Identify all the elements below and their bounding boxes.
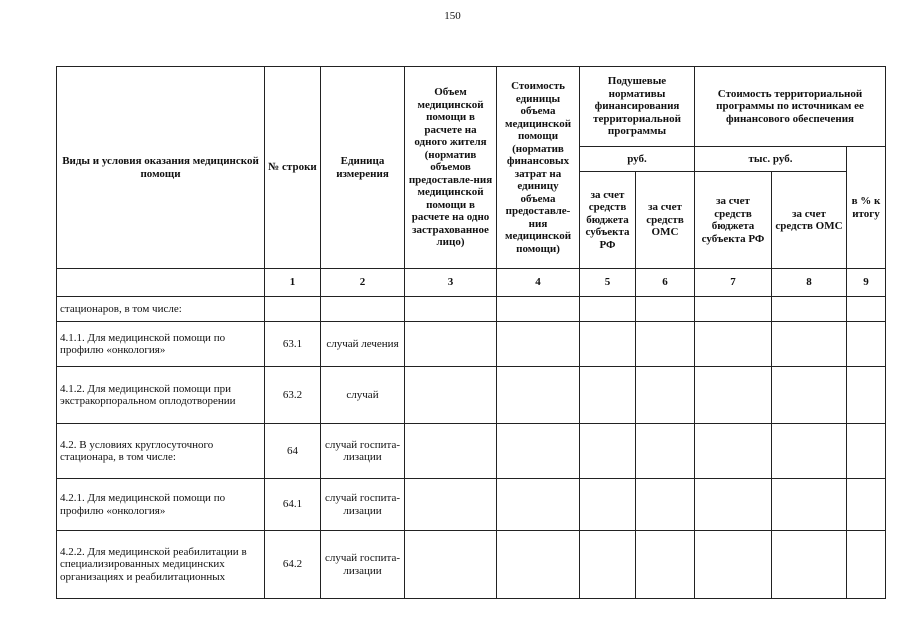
cell-3 bbox=[405, 367, 497, 424]
cell-9 bbox=[847, 424, 886, 479]
header-unit-rub: руб. bbox=[580, 147, 695, 172]
page-number: 150 bbox=[444, 10, 461, 22]
cell-6 bbox=[636, 322, 695, 367]
header-kind: Виды и условия оказания медицинской помощи bbox=[57, 67, 265, 269]
cell-5 bbox=[580, 297, 636, 322]
cell-6 bbox=[636, 367, 695, 424]
column-number: 1 bbox=[265, 269, 321, 297]
cell-9 bbox=[847, 297, 886, 322]
header-oms-6: за счет средств ОМС bbox=[636, 172, 695, 269]
cell-3 bbox=[405, 531, 497, 599]
column-number: 7 bbox=[695, 269, 772, 297]
cell-8 bbox=[772, 322, 847, 367]
column-number: 4 bbox=[497, 269, 580, 297]
header-cost: Стоимость единицы объема медицинской помощи (норматив финансовых затрат на единицу объема предоставле-ния медицинской помощи) bbox=[497, 67, 580, 269]
header-budget-rf-7: за счет средств бюджета субъекта РФ bbox=[695, 172, 772, 269]
cell-5 bbox=[580, 424, 636, 479]
cell-7 bbox=[695, 322, 772, 367]
cell-8 bbox=[772, 297, 847, 322]
table-row bbox=[57, 322, 886, 367]
header-percapita: Подушевые нормативы финансирования территориальной программы bbox=[580, 67, 695, 147]
row-name: 4.2. В условиях круглосуточного стационара, в том числе: bbox=[57, 424, 265, 479]
cell-7 bbox=[695, 367, 772, 424]
header-oms-8: за счет средств ОМС bbox=[772, 172, 847, 269]
cell-6 bbox=[636, 424, 695, 479]
row-code bbox=[265, 297, 321, 322]
row-name: стационаров, в том числе: bbox=[57, 297, 265, 322]
header-row-number: № строки bbox=[265, 67, 321, 269]
row-unit: случай госпита-лизации bbox=[321, 424, 405, 479]
cell-7 bbox=[695, 297, 772, 322]
cell-7 bbox=[695, 479, 772, 531]
cell-7 bbox=[695, 424, 772, 479]
cell-4 bbox=[497, 297, 580, 322]
cell-8 bbox=[772, 531, 847, 599]
row-name: 4.1.1. Для медицинской помощи по профилю «онкология» bbox=[57, 322, 265, 367]
cell-3 bbox=[405, 424, 497, 479]
cell-9 bbox=[847, 367, 886, 424]
column-number: 2 bbox=[321, 269, 405, 297]
cell-4 bbox=[497, 367, 580, 424]
cell-8 bbox=[772, 367, 847, 424]
column-number-blank bbox=[57, 269, 265, 297]
cell-5 bbox=[580, 531, 636, 599]
column-number: 9 bbox=[847, 269, 886, 297]
cell-3 bbox=[405, 479, 497, 531]
row-unit bbox=[321, 297, 405, 322]
header-territorial-cost: Стоимость территориальной программы по источникам ее финансового обеспечения bbox=[695, 67, 886, 147]
cell-5 bbox=[580, 322, 636, 367]
row-unit: случай госпита-лизации bbox=[321, 479, 405, 531]
cell-9 bbox=[847, 531, 886, 599]
row-unit: случай bbox=[321, 367, 405, 424]
cell-5 bbox=[580, 479, 636, 531]
row-code: 64 bbox=[265, 424, 321, 479]
cell-3 bbox=[405, 322, 497, 367]
cell-4 bbox=[497, 322, 580, 367]
row-code: 64.2 bbox=[265, 531, 321, 599]
row-name: 4.2.1. Для медицинской помощи по профилю «онкология» bbox=[57, 479, 265, 531]
header-volume: Объем медицинской помощи в расчете на одного жителя (норматив объемов предоставле-ния медицинской помощи в расчете на одно застрахованное лицо) bbox=[405, 67, 497, 269]
row-name: 4.2.2. Для медицинской реабилитации в специализированных медицинских организациях и реабилитационных bbox=[57, 531, 265, 599]
table-row bbox=[57, 424, 886, 479]
cell-6 bbox=[636, 531, 695, 599]
cell-6 bbox=[636, 297, 695, 322]
financing-table bbox=[56, 66, 886, 599]
cell-5 bbox=[580, 367, 636, 424]
header-unit: Единица измерения bbox=[321, 67, 405, 269]
row-code: 63.2 bbox=[265, 367, 321, 424]
table-row bbox=[57, 531, 886, 599]
header-percent: в % к итогу bbox=[847, 147, 886, 269]
column-number: 6 bbox=[636, 269, 695, 297]
row-code: 63.1 bbox=[265, 322, 321, 367]
table-row bbox=[57, 479, 886, 531]
column-number: 8 bbox=[772, 269, 847, 297]
cell-3 bbox=[405, 297, 497, 322]
cell-4 bbox=[497, 479, 580, 531]
cell-9 bbox=[847, 479, 886, 531]
cell-6 bbox=[636, 479, 695, 531]
row-unit: случай госпита-лизации bbox=[321, 531, 405, 599]
cell-4 bbox=[497, 531, 580, 599]
cell-8 bbox=[772, 479, 847, 531]
header-unit-thousand-rub: тыс. руб. bbox=[695, 147, 847, 172]
cell-4 bbox=[497, 424, 580, 479]
header-budget-rf-5: за счет средств бюджета субъекта РФ bbox=[580, 172, 636, 269]
row-unit: случай лечения bbox=[321, 322, 405, 367]
row-name: 4.1.2. Для медицинской помощи при экстракорпоральном оплодотворении bbox=[57, 367, 265, 424]
column-number: 3 bbox=[405, 269, 497, 297]
cell-9 bbox=[847, 322, 886, 367]
cell-7 bbox=[695, 531, 772, 599]
table-row bbox=[57, 297, 886, 322]
column-number: 5 bbox=[580, 269, 636, 297]
table-row bbox=[57, 367, 886, 424]
cell-8 bbox=[772, 424, 847, 479]
row-code: 64.1 bbox=[265, 479, 321, 531]
